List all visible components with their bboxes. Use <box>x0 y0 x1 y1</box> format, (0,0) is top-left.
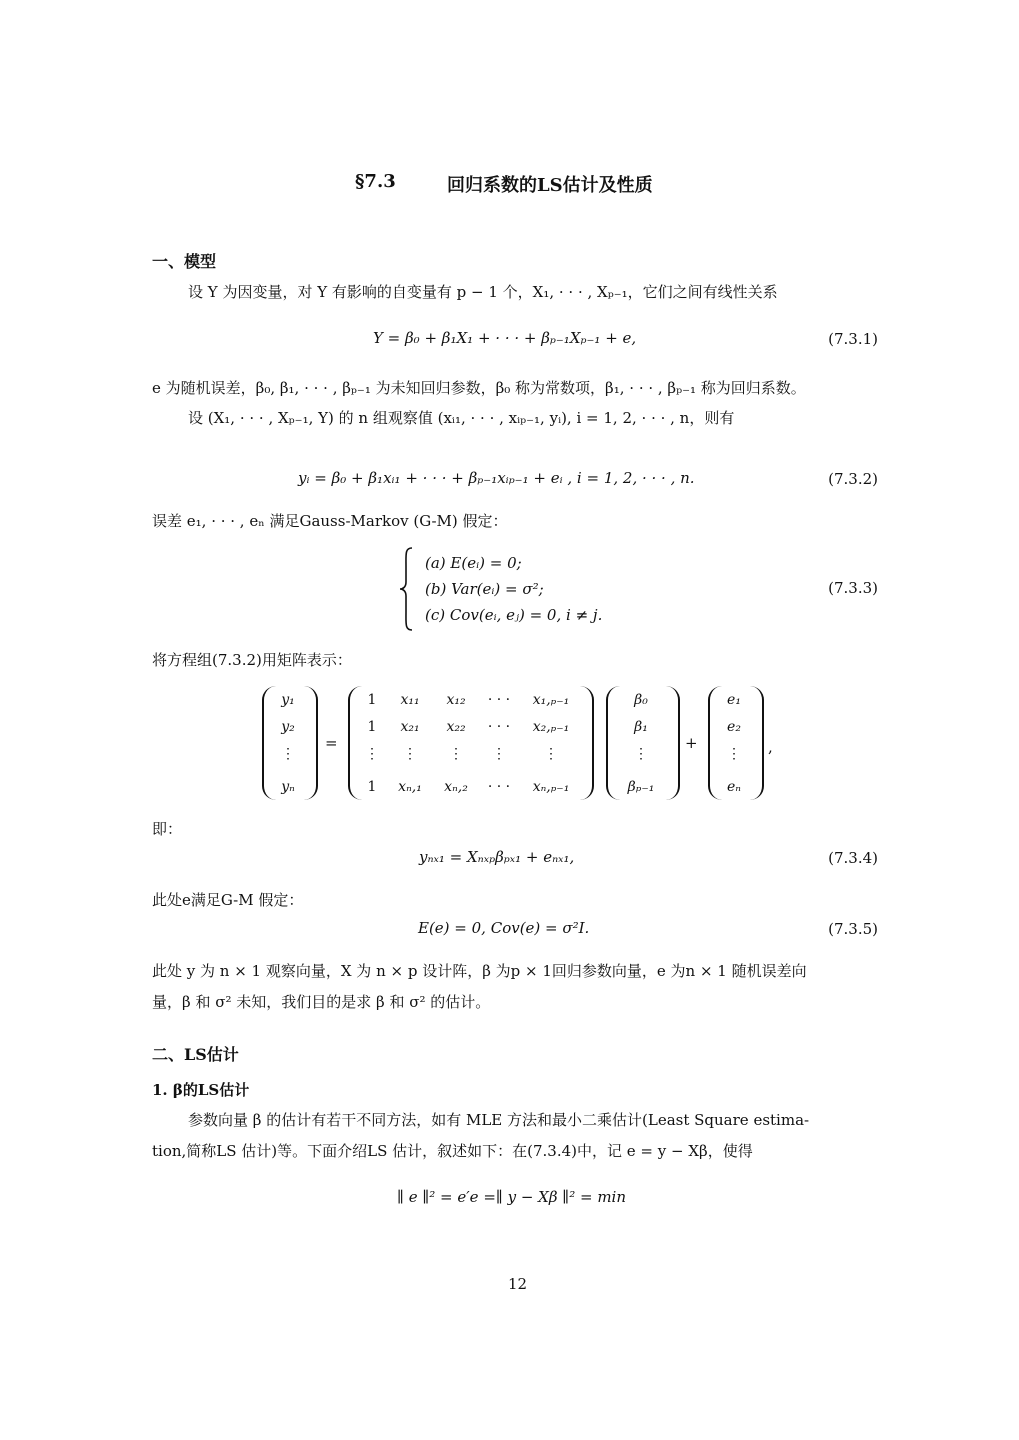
matrix-cell: 1 <box>367 692 377 708</box>
paragraph-error-desc: e 为随机误差，β₀, β₁, · · · , βₚ₋₁ 为未知回归参数，β₀ 称为常数项，β₁, · · · , βₚ₋₁ 称为回归系数。 <box>152 379 806 397</box>
matrix-cell: x₂,ₚ₋₁ <box>532 719 570 735</box>
paragraph-gm-again: 此处e满足G-M 假定： <box>152 891 304 909</box>
left-brace <box>398 546 416 632</box>
matrix-cell: y₁ <box>281 692 295 708</box>
matrix-cell: x₂₁ <box>400 719 420 735</box>
matrix-cell: ⋮ <box>403 746 417 762</box>
matrix-cell: y₂ <box>281 719 295 735</box>
matrix-cell: ⋮ <box>492 746 506 762</box>
paragraph-observations: 设 (X₁, · · · , Xₚ₋₁, Y) 的 n 组观察值 (xᵢ₁, · · · , xᵢₚ₋₁, yᵢ), i = 1, 2, · · · , n，则有 <box>188 409 735 427</box>
matrix-cell: x₁,ₚ₋₁ <box>532 692 570 708</box>
page-number: 12 <box>508 1275 528 1293</box>
paragraph-gm-intro: 误差 e₁, · · · , eₙ 满足Gauss-Markov (G-M) 假定： <box>152 512 508 530</box>
paragraph-estimation-1: 参数向量 β 的估计有若干不同方法，如有 MLE 方法和最小二乘估计(Least Square estima- <box>188 1111 810 1129</box>
section-title: 回归系数的LS估计及性质 <box>447 175 653 196</box>
gm-assumption-c: (c) Cov(eᵢ, eⱼ) = 0, i ≠ j. <box>425 606 603 624</box>
matrix-cell: xₙ,₁ <box>398 779 422 795</box>
matrix-cell: xₙ,₂ <box>444 779 468 795</box>
matrix-cell: ⋮ <box>727 746 741 762</box>
matrix-cell: 1 <box>367 719 377 735</box>
matrix-cell: x₁₁ <box>400 692 420 708</box>
matrix-cell: · · · <box>487 692 511 708</box>
matrix-cell: ⋮ <box>281 746 295 762</box>
equals-sign: = <box>325 734 338 752</box>
equation-number: (7.3.5) <box>828 920 878 938</box>
paragraph-variables: 设 Y 为因变量，对 Y 有影响的自变量有 p − 1 个，X₁, · · · , Xₚ₋₁，它们之间有线性关系 <box>188 283 778 301</box>
section-number: §7.3 <box>355 171 396 192</box>
paragraph-definitions-1: 此处 y 为 n × 1 观察向量，X 为 n × p 设计阵，β 为p × 1回归参数向量，e 为n × 1 随机误差向 <box>152 962 807 980</box>
matrix-comma: , <box>768 738 773 756</box>
matrix-cell: ⋮ <box>634 746 648 762</box>
matrix-cell: ⋮ <box>365 746 379 762</box>
heading-ls-estimate: 二、LS估计 <box>152 1045 239 1064</box>
matrix-cell: ⋮ <box>544 746 558 762</box>
gm-assumption-a: (a) E(eᵢ) = 0; <box>425 554 522 572</box>
equation-number: (7.3.1) <box>828 330 878 348</box>
matrix-cell: 1 <box>367 779 377 795</box>
matrix-cell: · · · <box>487 779 511 795</box>
matrix-cell: βₚ₋₁ <box>627 779 655 795</box>
paragraph-ie: 即： <box>152 820 183 838</box>
equation-7-3-5: E(e) = 0, Cov(e) = σ²I. <box>418 919 590 937</box>
equation-7-3-1: Y = β₀ + β₁X₁ + · · · + βₚ₋₁Xₚ₋₁ + e, <box>373 329 637 347</box>
gm-assumption-b: (b) Var(eᵢ) = σ²; <box>425 580 544 598</box>
matrix-cell: e₂ <box>727 719 741 735</box>
matrix-cell: x₁₂ <box>446 692 466 708</box>
paragraph-definitions-2: 量，β 和 σ² 未知，我们目的是求 β 和 σ² 的估计。 <box>152 993 491 1011</box>
matrix-cell: ⋮ <box>449 746 463 762</box>
heading-model: 一、模型 <box>152 252 217 271</box>
paragraph-estimation-2: tion,简称LS 估计)等。下面介绍LS 估计，叙述如下：在(7.3.4)中，记 e = y − Xβ，使得 <box>152 1142 753 1160</box>
equation-7-3-4: yₙₓ₁ = Xₙₓₚβₚₓ₁ + eₙₓ₁, <box>419 848 575 866</box>
paragraph-matrix-intro: 将方程组(7.3.2)用矩阵表示： <box>152 651 352 669</box>
matrix-cell: yₙ <box>281 779 295 795</box>
matrix-cell: xₙ,ₚ₋₁ <box>532 779 570 795</box>
matrix-cell: e₁ <box>727 692 741 708</box>
equation-number: (7.3.3) <box>828 579 878 597</box>
equation-number: (7.3.4) <box>828 849 878 867</box>
matrix-cell: β₁ <box>634 719 648 735</box>
matrix-cell: · · · <box>487 719 511 735</box>
equation-number: (7.3.2) <box>828 470 878 488</box>
matrix-cell: β₀ <box>634 692 648 708</box>
subheading-beta-ls: 1. β的LS估计 <box>152 1081 250 1099</box>
equation-least-squares: ∥ e ∥² = e′e =∥ y − Xβ ∥² = min <box>397 1188 627 1206</box>
matrix-cell: eₙ <box>727 779 741 795</box>
equation-7-3-2: yᵢ = β₀ + β₁xᵢ₁ + · · · + βₚ₋₁xᵢₚ₋₁ + eᵢ , i = 1, 2, · · · , n. <box>298 469 695 487</box>
plus-sign: + <box>685 734 698 752</box>
matrix-cell: x₂₂ <box>446 719 466 735</box>
